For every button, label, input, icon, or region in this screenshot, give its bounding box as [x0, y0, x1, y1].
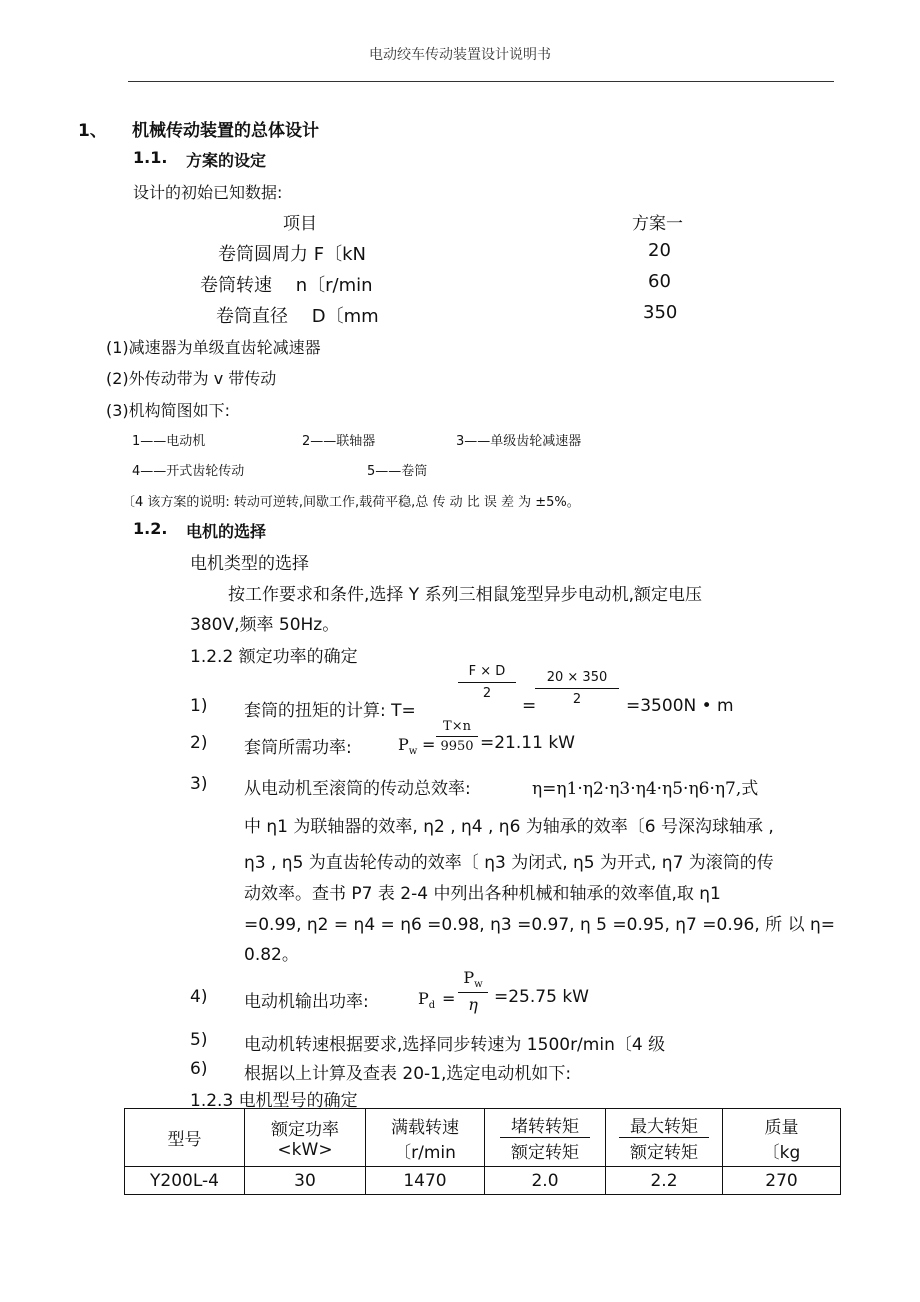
subsubsection-title: 1.2.3 电机型号的确定	[190, 1091, 358, 1111]
fraction-denominator: η	[468, 995, 478, 1015]
step-number: 1)	[190, 696, 208, 716]
step-number: 6)	[190, 1059, 208, 1079]
plan-note: 〔4 该方案的说明: 转动可逆转,间歇工作,载荷平稳,总 传 动 比 误 差 为 ±5%。	[122, 495, 580, 510]
power-symbol: $P_w$	[398, 735, 418, 758]
param-row-value: 20	[648, 240, 671, 261]
motor-paragraph: 380V,频率 50Hz。	[190, 615, 340, 635]
subsubsection-title: 1.2.2 额定功率的确定	[190, 647, 358, 667]
param-row-item: 卷筒直径 D〔mm	[216, 306, 379, 327]
param-row-item: 卷筒圆周力 F〔kN	[218, 244, 366, 265]
step-number: 3)	[190, 774, 208, 794]
step-text: 电动机转速根据要求,选择同步转速为 1500r/min〔4 级	[244, 1035, 666, 1055]
table-header-cell: 满载转速 〔r/min	[366, 1109, 485, 1167]
page-header: 电动绞车传动装置设计说明书	[369, 47, 551, 63]
fraction-denominator: 2	[482, 686, 492, 701]
step-text: 0.82。	[244, 945, 299, 965]
section-title: 机械传动装置的总体设计	[132, 121, 319, 141]
fraction-denominator: 2	[572, 692, 582, 707]
subsection-number: 1.1.	[133, 148, 168, 167]
table-header-cell: 型号	[125, 1109, 245, 1167]
equals-sign: =	[522, 696, 537, 716]
motor-paragraph: 按工作要求和条件,选择 Y 系列三相鼠笼型异步电动机,额定电压	[228, 585, 702, 605]
fraction-output-power	[458, 968, 488, 1014]
torque-result: =3500N • m	[626, 696, 734, 716]
step-number: 4)	[190, 987, 208, 1007]
subsection-title: 电机的选择	[186, 522, 267, 541]
table-row	[125, 1167, 841, 1195]
note-item: (1)减速器为单级直齿轮减速器	[106, 338, 321, 357]
motor-type-heading: 电机类型的选择	[190, 554, 309, 574]
output-power-symbol: $P_d$	[418, 989, 436, 1012]
table-cell: 2.2	[606, 1167, 723, 1195]
fraction-torque-numeric	[535, 670, 619, 707]
output-power-result: =25.75 kW	[494, 987, 589, 1007]
subsection-title: 方案的设定	[186, 151, 267, 170]
equals-sign: =	[442, 989, 456, 1008]
fraction-power	[436, 719, 478, 754]
param-row-item: 卷筒转速 n〔r/min	[200, 275, 373, 296]
step-text: η3 , η5 为直齿轮传动的效率〔 η3 为闭式, η5 为开式, η7 为滚筒的传	[244, 853, 774, 873]
step-text: =0.99, η2 = η4 = η6 =0.98, η3 =0.97, η 5 =0.95, η7 =0.96, 所 以 η=	[244, 915, 836, 935]
step-number: 2)	[190, 733, 208, 753]
known-data-label: 设计的初始已知数据:	[133, 183, 283, 202]
fraction-numerator: $P_w$	[463, 968, 483, 991]
note-item: (2)外传动带为 v 带传动	[106, 369, 277, 388]
subsection-number: 1.2.	[133, 519, 168, 538]
fraction-denominator: 9950	[440, 739, 474, 754]
step-text: 从电动机至滚筒的传动总效率:	[244, 779, 471, 799]
step-text: 动效率。查书 P7 表 2-4 中列出各种机械和轴承的效率值,取 η1	[244, 884, 721, 904]
mechanism-legend-item: 1——电动机	[132, 434, 206, 449]
motor-spec-table	[124, 1108, 841, 1195]
fraction-numerator: 20 × 350	[546, 670, 608, 685]
param-head-item: 项目	[283, 214, 317, 234]
efficiency-formula: η=η1·η2·η3·η4·η5·η6·η7,式	[532, 779, 759, 799]
table-header-cell: 质量 〔kg	[723, 1109, 841, 1167]
param-row-value: 60	[648, 271, 671, 292]
table-cell: 2.0	[485, 1167, 606, 1195]
table-header-row	[125, 1109, 841, 1167]
mechanism-legend-item: 4——开式齿轮传动	[132, 464, 245, 479]
note-item: (3)机构简图如下:	[106, 401, 231, 420]
mechanism-legend-item: 3——单级齿轮减速器	[456, 434, 582, 449]
step-text: 根据以上计算及查表 20-1,选定电动机如下:	[244, 1064, 572, 1084]
table-header-cell: 最大转矩 额定转矩	[606, 1109, 723, 1167]
header-rule	[128, 81, 834, 82]
mechanism-legend-item: 5——卷筒	[367, 464, 428, 479]
table-cell: 30	[245, 1167, 366, 1195]
fraction-numerator: T×n	[443, 719, 471, 734]
table-header-cell: 堵转转矩 额定转矩	[485, 1109, 606, 1167]
fraction-numerator: F × D	[468, 664, 506, 679]
table-cell: Y200L-4	[125, 1167, 245, 1195]
fraction-torque-symbolic	[458, 664, 516, 701]
step-text: 套筒所需功率:	[244, 738, 352, 758]
power-result: =21.11 kW	[480, 733, 575, 753]
section-number: 1、	[78, 121, 107, 141]
equals-sign: =	[422, 735, 436, 754]
param-head-plan: 方案一	[632, 214, 683, 234]
step-text: 电动机输出功率:	[244, 992, 369, 1012]
step-number: 5)	[190, 1030, 208, 1050]
mechanism-legend-item: 2——联轴器	[302, 434, 376, 449]
param-row-value: 350	[643, 302, 678, 323]
table-header-cell: 额定功率 <kW>	[245, 1109, 366, 1167]
table-cell: 1470	[366, 1167, 485, 1195]
step-text: 套筒的扭矩的计算: T=	[244, 701, 416, 721]
step-text: 中 η1 为联轴器的效率, η2 , η4 , η6 为轴承的效率〔6 号深沟球轴承 ,	[244, 817, 774, 837]
table-cell: 270	[723, 1167, 841, 1195]
